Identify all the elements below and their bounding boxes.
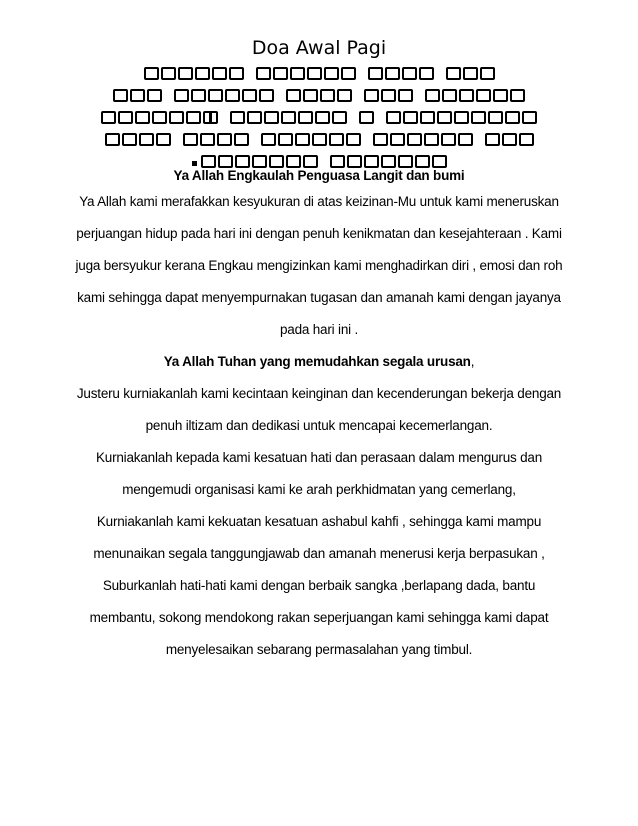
- missing-glyph-box: [425, 89, 440, 102]
- missing-glyph-box: [385, 67, 400, 80]
- glyph-word: [485, 133, 534, 146]
- missing-glyph-box: [368, 67, 383, 80]
- subtitle: Ya Allah Engkaulah Penguasa Langit dan bumi: [173, 168, 465, 183]
- missing-glyph-box: [419, 67, 434, 80]
- missing-glyph-box: [169, 111, 184, 124]
- glyph-line: [0, 128, 638, 150]
- missing-glyph-box: [144, 67, 159, 80]
- missing-glyph-box: [130, 89, 145, 102]
- missing-glyph-box: [424, 133, 439, 146]
- unrendered-glyph-heading: [0, 62, 638, 172]
- missing-glyph-box: [113, 89, 128, 102]
- paragraph-1-line: kami sehingga dapat menyempurnakan tugasan dan amanah kami dengan jayanya: [77, 290, 561, 305]
- missing-glyph-box: [480, 67, 495, 80]
- missing-glyph-box: [273, 67, 288, 80]
- missing-glyph-box: [337, 89, 352, 102]
- glyph-word: [105, 133, 171, 146]
- missing-glyph-box: [303, 89, 318, 102]
- glyph-word: [386, 111, 537, 124]
- missing-glyph-box: [161, 67, 176, 80]
- missing-glyph-box: [135, 111, 150, 124]
- missing-glyph-box: [420, 111, 435, 124]
- missing-glyph-box: [522, 111, 537, 124]
- paragraph-1-line: juga bersyukur kerana Engkau mengizinkan kami menghadirkan diri , emosi dan roh: [75, 258, 563, 273]
- paragraph-1-line: pada hari ini .: [279, 322, 359, 337]
- heading-2-rest: ,: [470, 354, 475, 369]
- missing-glyph-box: [437, 111, 452, 124]
- missing-glyph-box: [442, 89, 457, 102]
- paragraph-1: [0, 192, 638, 352]
- glyph-word: [425, 89, 525, 102]
- paragraph-2: [0, 384, 638, 672]
- missing-glyph-box: [454, 111, 469, 124]
- paragraph-2-line: membantu, sokong mendokong rakan seperjuangan kami sehingga kami dapat: [89, 610, 549, 625]
- glyph-word: [286, 89, 352, 102]
- missing-glyph-box: [191, 89, 206, 102]
- glyph-word: [113, 89, 162, 102]
- glyph-word: [446, 67, 495, 80]
- missing-glyph-box: [234, 133, 249, 146]
- heading-2: [0, 352, 638, 384]
- missing-glyph-box: [105, 133, 120, 146]
- document-body: [0, 166, 638, 672]
- paragraph-1-line: Ya Allah kami merafakkan kesyukuran di atas keizinan-Mu untuk kami meneruskan: [79, 194, 559, 209]
- missing-glyph-box: [200, 133, 215, 146]
- glyph-word: [183, 133, 249, 146]
- missing-glyph-box: [446, 67, 461, 80]
- paragraph-2-line: penuh iltizam dan dedikasi untuk mencapai kecemerlangan.: [145, 418, 493, 433]
- paragraph-2-line: menyelesaikan sebarang permasalahan yang timbul.: [165, 642, 473, 657]
- missing-glyph-box: [488, 111, 503, 124]
- missing-glyph-box: [212, 67, 227, 80]
- missing-glyph-box: [217, 133, 232, 146]
- missing-glyph-box: [264, 111, 279, 124]
- missing-glyph-box: [381, 89, 396, 102]
- missing-glyph-box: [178, 67, 193, 80]
- heading-2-bold: Ya Allah Tuhan yang memudahkan segala urusan: [163, 354, 471, 369]
- missing-glyph-box: [307, 67, 322, 80]
- missing-glyph-box: [459, 89, 474, 102]
- missing-glyph-box: [147, 89, 162, 102]
- missing-glyph-box: [203, 111, 218, 124]
- glyph-word: [364, 89, 413, 102]
- missing-glyph-box: [463, 67, 478, 80]
- missing-glyph-box: [493, 89, 508, 102]
- missing-glyph-box: [295, 133, 310, 146]
- missing-glyph-box: [320, 89, 335, 102]
- missing-glyph-box: [312, 133, 327, 146]
- missing-glyph-box: [286, 89, 301, 102]
- missing-glyph-box: [402, 67, 417, 80]
- missing-glyph-box: [476, 89, 491, 102]
- missing-glyph-box: [471, 111, 486, 124]
- glyph-word: [256, 67, 356, 80]
- paragraph-1-line: perjuangan hidup pada hari ini dengan penuh kenikmatan dan kesejahteraan . Kami: [76, 226, 562, 241]
- glyph-word: [144, 67, 244, 80]
- missing-glyph-box: [261, 133, 276, 146]
- missing-glyph-box: [256, 67, 271, 80]
- missing-glyph-box: [225, 89, 240, 102]
- missing-glyph-box: [298, 111, 313, 124]
- missing-glyph-box: [485, 133, 500, 146]
- glyph-word: [101, 111, 218, 124]
- missing-glyph-box: [242, 89, 257, 102]
- missing-glyph-box: [510, 89, 525, 102]
- missing-glyph-box: [390, 133, 405, 146]
- glyph-word: [359, 111, 374, 124]
- paragraph-2-line: Kurniakanlah kepada kami kesatuan hati dan perasaan dalam mengurus dan: [95, 450, 543, 465]
- missing-glyph-box: [359, 111, 374, 124]
- glyph-word: [174, 89, 274, 102]
- glyph-word: [261, 133, 361, 146]
- glyph-dot: [192, 161, 197, 166]
- missing-glyph-box: [458, 133, 473, 146]
- paragraph-2-line: mengemudi organisasi kami ke arah perkhidmatan yang cemerlang,: [122, 482, 516, 497]
- glyph-word: [230, 111, 347, 124]
- missing-glyph-box: [373, 133, 388, 146]
- missing-glyph-box: [247, 111, 262, 124]
- missing-glyph-box: [186, 111, 201, 124]
- missing-glyph-box: [156, 133, 171, 146]
- missing-glyph-box: [118, 111, 133, 124]
- missing-glyph-box: [195, 67, 210, 80]
- glyph-word: [373, 133, 473, 146]
- missing-glyph-box: [502, 133, 517, 146]
- missing-glyph-box: [346, 133, 361, 146]
- paragraph-2-line: menunaikan segala tanggungjawab dan amanah menerusi kerja berpasukan ,: [93, 546, 545, 561]
- missing-glyph-box: [101, 111, 116, 124]
- missing-glyph-box: [139, 133, 154, 146]
- missing-glyph-box: [407, 133, 422, 146]
- missing-glyph-box: [290, 67, 305, 80]
- missing-glyph-box: [183, 133, 198, 146]
- paragraph-2-line: Justeru kurniakanlah kami kecintaan keinginan dan kecenderungan bekerja dengan: [76, 386, 562, 401]
- missing-glyph-box: [329, 133, 344, 146]
- missing-glyph-box: [341, 67, 356, 80]
- glyph-line: [0, 106, 638, 128]
- missing-glyph-box: [324, 67, 339, 80]
- missing-glyph-box: [398, 89, 413, 102]
- missing-glyph-box: [278, 133, 293, 146]
- missing-glyph-box: [230, 111, 245, 124]
- missing-glyph-box: [208, 89, 223, 102]
- document-title: Doa Awal Pagi: [251, 37, 387, 59]
- glyph-line: [0, 84, 638, 106]
- missing-glyph-box: [259, 89, 274, 102]
- missing-glyph-box: [174, 89, 189, 102]
- missing-glyph-box: [505, 111, 520, 124]
- missing-glyph-box: [519, 133, 534, 146]
- missing-glyph-box: [386, 111, 401, 124]
- missing-glyph-box: [441, 133, 456, 146]
- paragraph-2-line: Kurniakanlah kami kekuatan kesatuan ashabul kahfi , sehingga kami mampu: [96, 514, 542, 529]
- missing-glyph-box: [122, 133, 137, 146]
- missing-glyph-box: [364, 89, 379, 102]
- missing-glyph-box: [229, 67, 244, 80]
- glyph-word: [368, 67, 434, 80]
- missing-glyph-box: [315, 111, 330, 124]
- glyph-line: [0, 62, 638, 84]
- missing-glyph-box: [152, 111, 167, 124]
- missing-glyph-box: [281, 111, 296, 124]
- missing-glyph-box: [403, 111, 418, 124]
- paragraph-2-line: Suburkanlah hati-hati kami dengan berbaik sangka ,berlapang dada, bantu: [102, 578, 536, 593]
- missing-glyph-box: [332, 111, 347, 124]
